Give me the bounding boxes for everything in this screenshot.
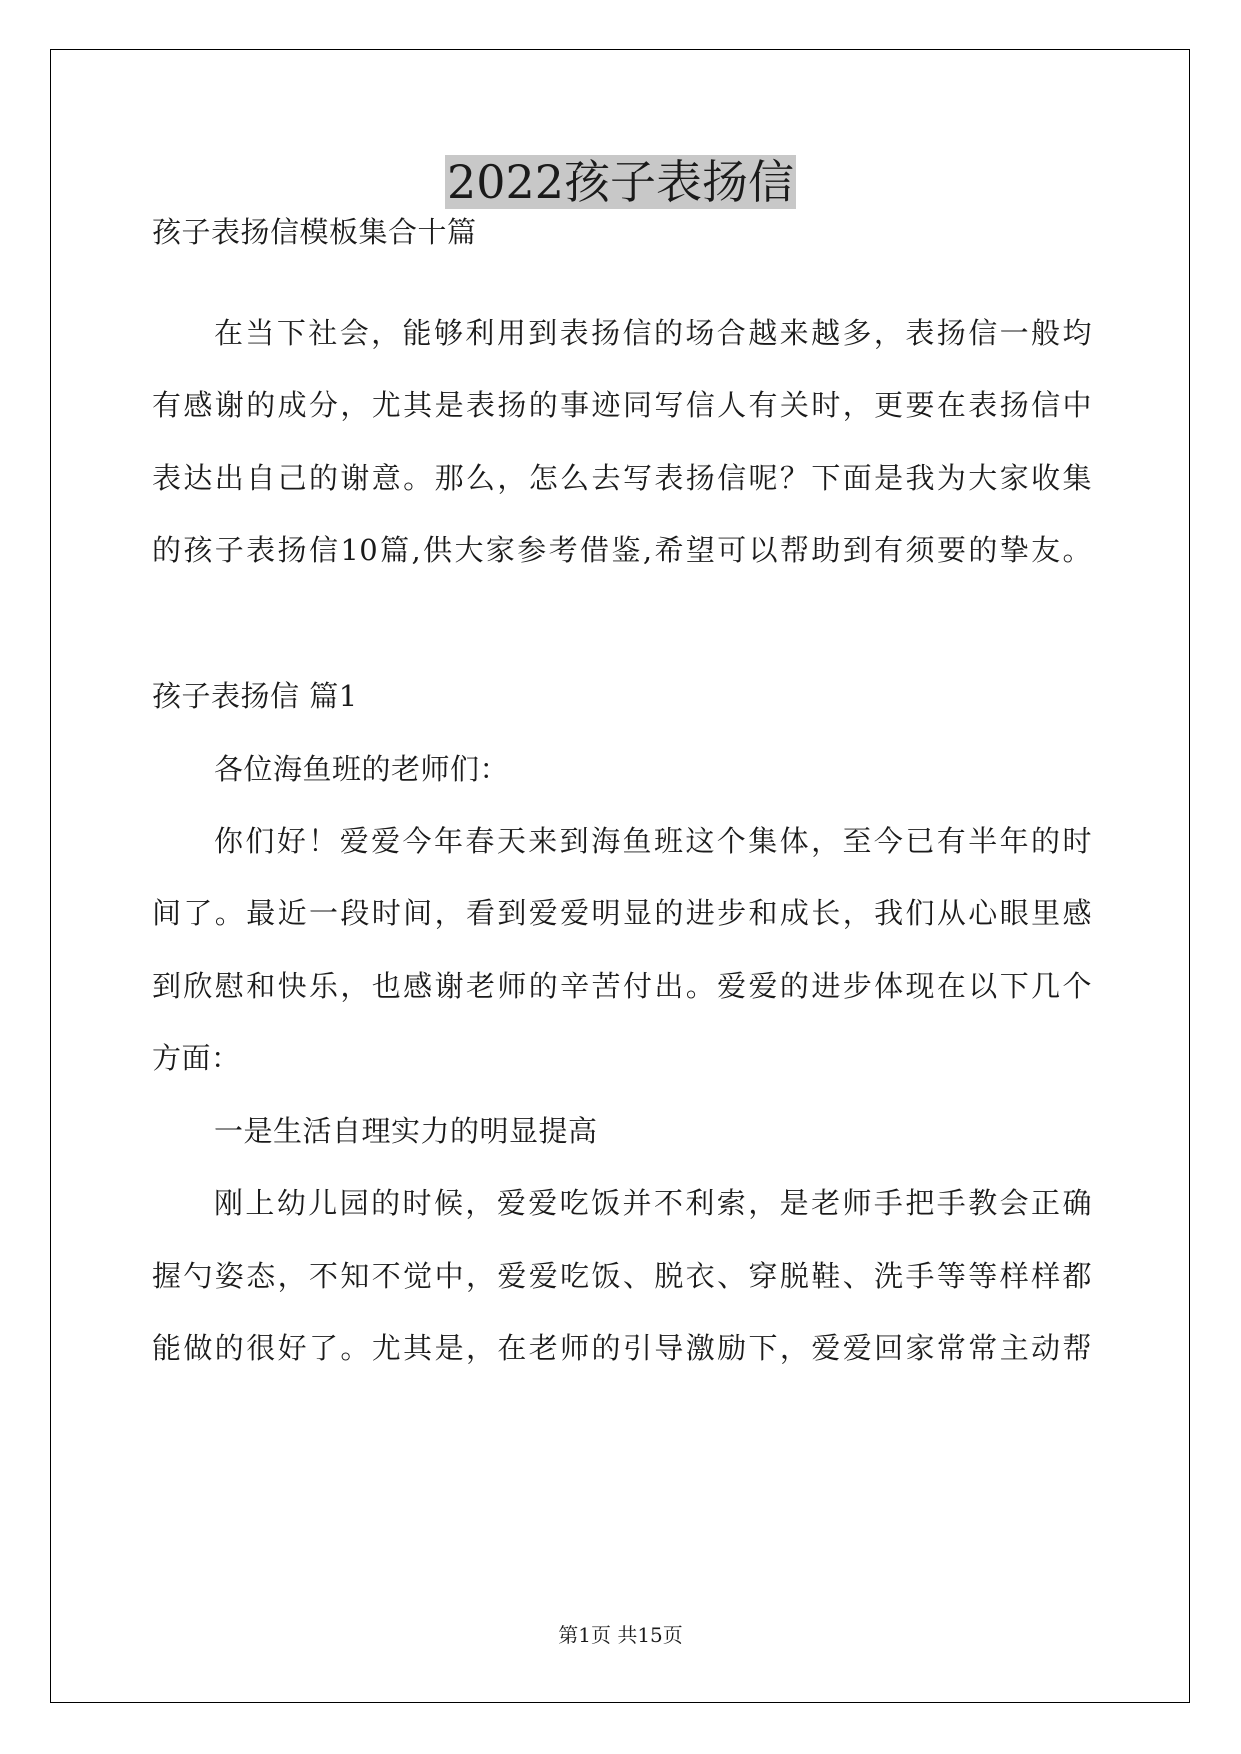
salutation: 各位海鱼班的老师们： bbox=[214, 752, 510, 786]
body1-line-4: 方面： bbox=[152, 1041, 241, 1075]
body1-line-2: 间了。最近一段时间，看到爱爱明显的进步和成长，我们从心眼里感 bbox=[152, 896, 1092, 930]
page-border bbox=[50, 49, 1190, 1703]
body2-line-3: 能做的很好了。尤其是，在老师的引导激励下，爱爱回家常常主动帮 bbox=[152, 1331, 1092, 1365]
point-heading: 一是生活自理实力的明显提高 bbox=[214, 1114, 598, 1148]
intro-line-3: 表达出自己的谢意。那么，怎么去写表扬信呢？下面是我为大家收集 bbox=[152, 461, 1092, 495]
body1-line-1: 你们好！爱爱今年春天来到海鱼班这个集体，至今已有半年的时 bbox=[214, 824, 1092, 858]
body2-line-2: 握勺姿态，不知不觉中，爱爱吃饭、脱衣、穿脱鞋、洗手等等样样都 bbox=[152, 1259, 1092, 1293]
section-heading: 孩子表扬信 篇1 bbox=[152, 679, 358, 713]
page-footer: 第1页 共15页 bbox=[558, 1623, 683, 1647]
intro-line-1: 在当下社会，能够利用到表扬信的场合越来越多，表扬信一般均 bbox=[214, 316, 1092, 350]
body2-line-1: 刚上幼儿园的时候，爱爱吃饭并不利索，是老师手把手教会正确 bbox=[214, 1186, 1092, 1220]
document-title bbox=[0, 151, 1241, 213]
intro-line-4: 的孩子表扬信10篇,供大家参考借鉴,希望可以帮助到有须要的挚友。 bbox=[152, 533, 1092, 567]
document-subtitle: 孩子表扬信模板集合十篇 bbox=[152, 215, 477, 249]
body1-line-3: 到欣慰和快乐，也感谢老师的辛苦付出。爱爱的进步体现在以下几个 bbox=[152, 969, 1092, 1003]
document-title-text: 2022孩子表扬信 bbox=[446, 155, 795, 209]
intro-line-2: 有感谢的成分，尤其是表扬的事迹同写信人有关时，更要在表扬信中 bbox=[152, 388, 1092, 422]
